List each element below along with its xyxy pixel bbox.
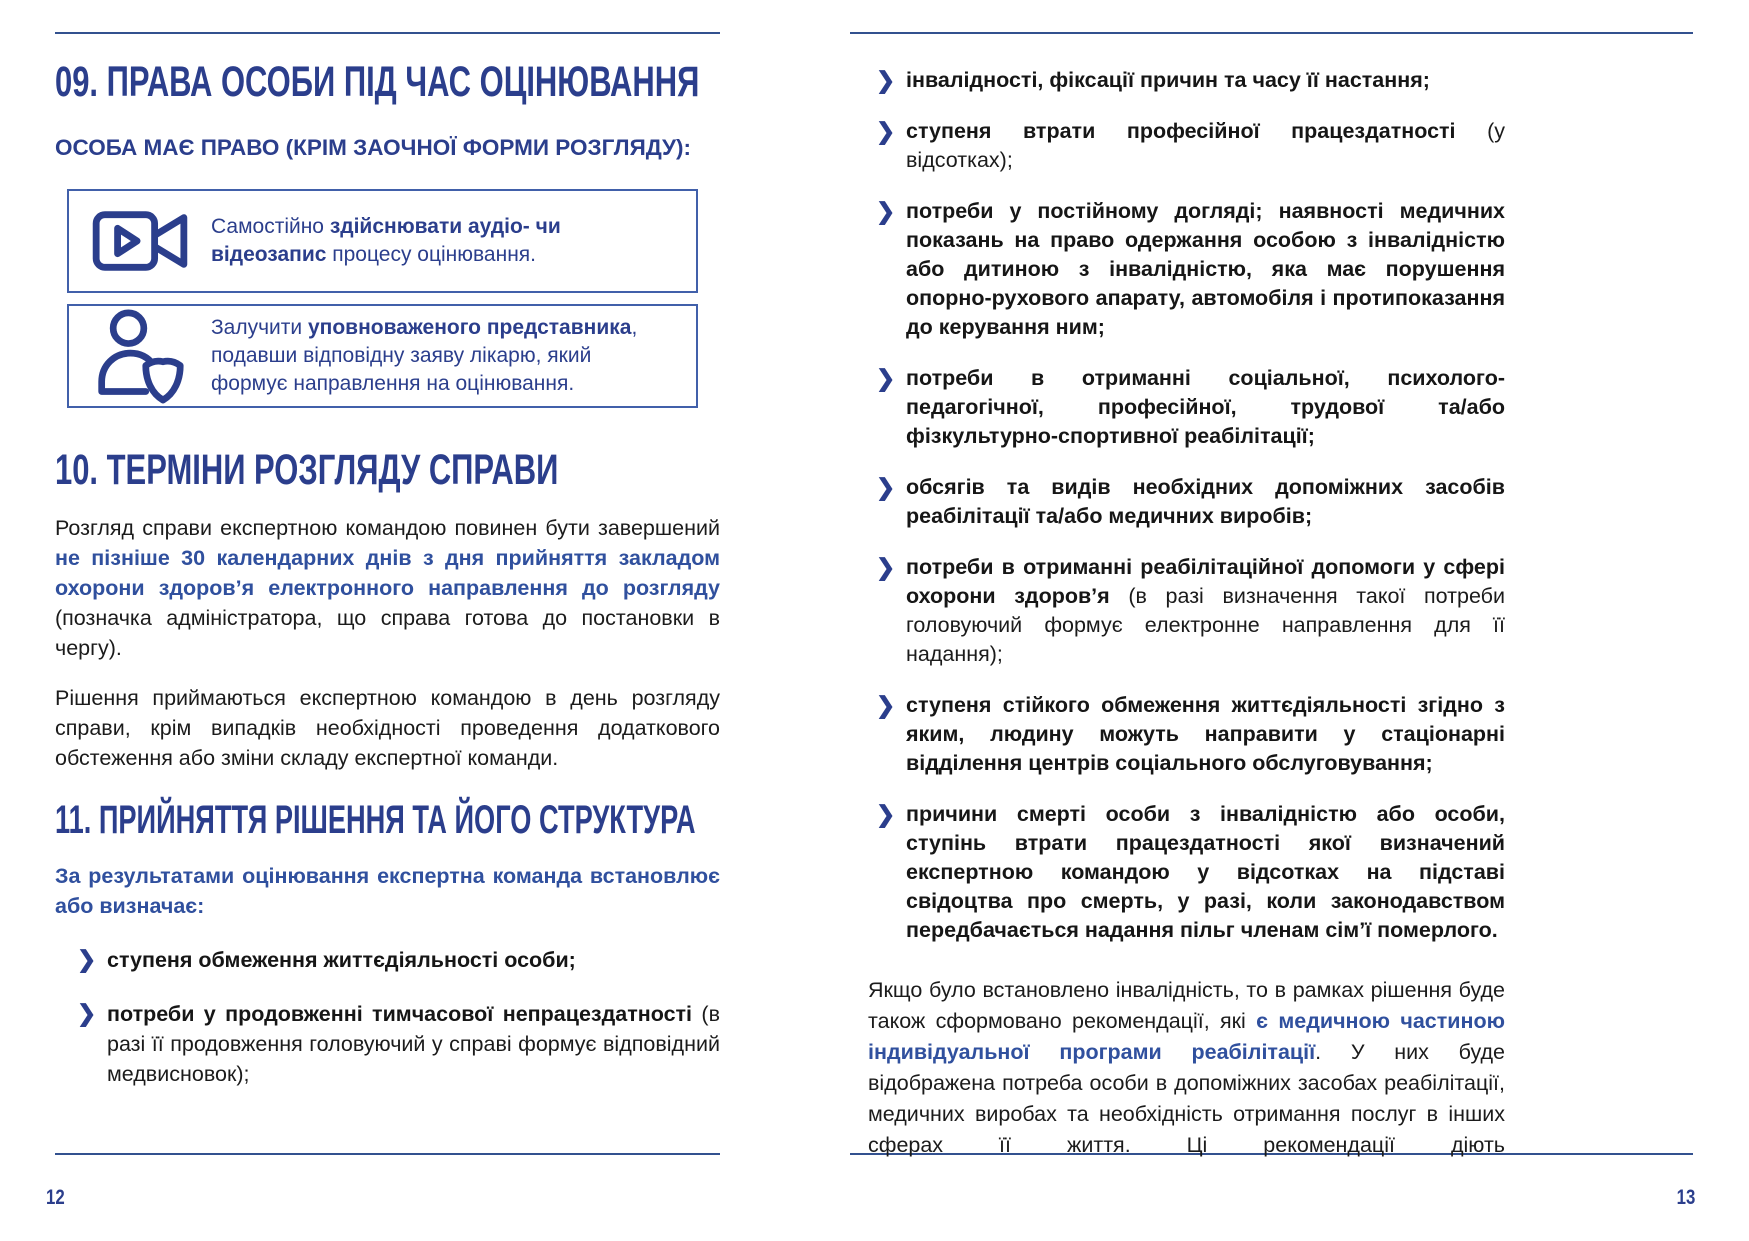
run-normal: процесу оцінювання. <box>326 243 537 267</box>
section-heading-11-text: 11. ПРИЙНЯТТЯ РІШЕННЯ ТА ЙОГО СТРУКТУРА <box>55 798 696 843</box>
bullet-item <box>868 66 1505 95</box>
rights-subtitle: ОСОБА МАЄ ПРАВО (КРІМ ЗАОЧНОЇ ФОРМИ РОЗГЛЯДУ): <box>55 135 692 161</box>
run-normal: (в разі її продовження головуючий у справі формує відповідний медвисновок); <box>107 1002 721 1087</box>
section-heading-09-text: 09. ПРАВА ОСОБИ ПІД ЧАС ОЦІНЮВАННЯ <box>55 58 700 106</box>
bullet-item <box>868 473 1505 531</box>
chevron-bullet-icon: ❯ <box>77 1000 97 1027</box>
left-page <box>55 0 720 1089</box>
video-camera-icon <box>69 203 211 279</box>
run-bold-blue: не пізніше 30 календарних днів з дня прийняття закладом охорони здоров’я електронного направлення до розгляду <box>55 546 720 601</box>
run-normal: Залучити <box>211 316 308 340</box>
bottom-rule-left-page <box>55 1153 720 1155</box>
run-bold-blue: є медичною частиною індивідуальної програми реабілітації <box>868 1009 1505 1064</box>
page-number-right: 13 <box>1676 1186 1695 1209</box>
info-box-representative <box>67 304 698 408</box>
chevron-bullet-icon: ❯ <box>876 198 896 224</box>
page-number-left: 12 <box>46 1186 65 1209</box>
bullet-item <box>868 691 1505 778</box>
bullet-item <box>55 945 720 975</box>
bullet-text <box>107 945 720 975</box>
bullet-text <box>107 999 720 1089</box>
bullet-text <box>906 800 1505 945</box>
run-bold: потреби у продовженні тимчасової непрацездатності <box>107 1002 693 1027</box>
run-normal: (в разі визначення такої потреби головуючий формує електронне направлення для її надання); <box>906 584 1505 666</box>
person-shield-icon <box>69 307 211 405</box>
chevron-bullet-icon: ❯ <box>876 692 896 718</box>
info-box-audio-video-text <box>211 213 671 269</box>
info-box-representative-text <box>211 314 671 398</box>
bullet-text <box>906 553 1505 669</box>
decision-intro: За результатами оцінювання експертна команда встановлює або визначає: <box>55 864 720 919</box>
bullet-text <box>906 691 1505 778</box>
bullet-item <box>868 197 1505 342</box>
chevron-bullet-icon: ❯ <box>876 554 896 580</box>
run-bold: ступеня обмеження життєдіяльності особи; <box>107 948 576 973</box>
run-normal: (позначка адміністратора, що справа готова до постановки в чергу). <box>55 606 720 661</box>
run-bold: причини смерті особи з інвалідністю або особи, ступінь втрати працездатності якої визначений експертною командою у відсотках на підставі свідоцтва про смерть, у разі, коли законодавством передбачається надання пільг членам сім’ї померлого. <box>906 802 1505 942</box>
run-normal: Самостійно <box>211 215 330 239</box>
bullet-text <box>906 473 1505 531</box>
right-page <box>868 0 1505 1161</box>
section-heading-10 <box>55 448 720 493</box>
bullet-item <box>868 117 1505 175</box>
bullet-text <box>906 364 1505 451</box>
run-bold: обсягів та видів необхідних допоміжних засобів реабілітації та/або медичних виробів; <box>906 475 1505 528</box>
chevron-bullet-icon: ❯ <box>876 365 896 391</box>
chevron-bullet-icon: ❯ <box>876 801 896 827</box>
run-normal: Розгляд справи експертною командою повинен бути завершений <box>55 516 720 541</box>
closing-paragraph <box>868 975 1505 1161</box>
chevron-bullet-icon: ❯ <box>876 118 896 144</box>
run-normal: . У них буде відображена потреба особи в допоміжних засобах реабілітації, медичних виробах та необхідність отримання послуг в інших сферах її життя. Ці рекомендації діють <box>868 1040 1505 1157</box>
bullet-text <box>906 197 1505 342</box>
run-bold: здійснювати аудіо- чи відеозапис <box>211 215 561 267</box>
section-heading-11 <box>55 799 720 841</box>
chevron-bullet-icon: ❯ <box>77 946 97 973</box>
chevron-bullet-icon: ❯ <box>876 67 896 93</box>
section-heading-09 <box>55 60 720 105</box>
run-normal: , подавши відповідну заяву лікарю, який формує направлення на оцінювання. <box>211 316 638 396</box>
run-bold: інвалідності, фіксації причин та часу її настання; <box>906 68 1430 92</box>
bullet-item <box>868 800 1505 945</box>
bullet-text <box>906 117 1505 175</box>
run-bold: ступеня стійкого обмеження життєдіяльності згідно з яким, людину можуть направити у стаціонарні відділення центрів соціального обслуговування; <box>906 693 1505 775</box>
chevron-bullet-icon: ❯ <box>876 474 896 500</box>
info-box-audio-video <box>67 189 698 293</box>
paragraph-decisions: Рішення приймаються експертною командою в день розгляду справи, крім випадків необхідності проведення додаткового обстеження або зміни складу експертної команди. <box>55 686 720 771</box>
run-bold: ступеня втрати професійної працездатності <box>906 119 1456 143</box>
bullet-item <box>868 364 1505 451</box>
run-bold: потреби в отриманні соціальної, психолого-педагогічної, професійної, трудової та/або фізкультурно-спортивної реабілітації; <box>906 366 1505 448</box>
run-bold: потреби у постійному догляді; наявності медичних показань на право одержання особою з інвалідністю або дитиною з інвалідністю, яка має порушення опорно-рухового апарату, автомобіля і протипоказання до керування ним; <box>906 199 1505 339</box>
section-heading-10-text: 10. ТЕРМІНИ РОЗГЛЯДУ СПРАВИ <box>55 446 559 495</box>
bullet-text <box>906 66 1505 95</box>
bullet-item <box>55 999 720 1089</box>
bullet-item <box>868 553 1505 669</box>
run-bold: уповноваженого представника <box>307 316 632 340</box>
run-bold: потреби в отриманні реабілітаційної допомоги у сфері охорони здоров’я <box>906 555 1505 608</box>
paragraph-terms <box>55 513 720 663</box>
run-normal: Якщо було встановлено інвалідність, то в рамках рішення буде також сформовано рекомендації, які <box>868 978 1505 1033</box>
run-normal: (у відсотках); <box>906 119 1506 172</box>
